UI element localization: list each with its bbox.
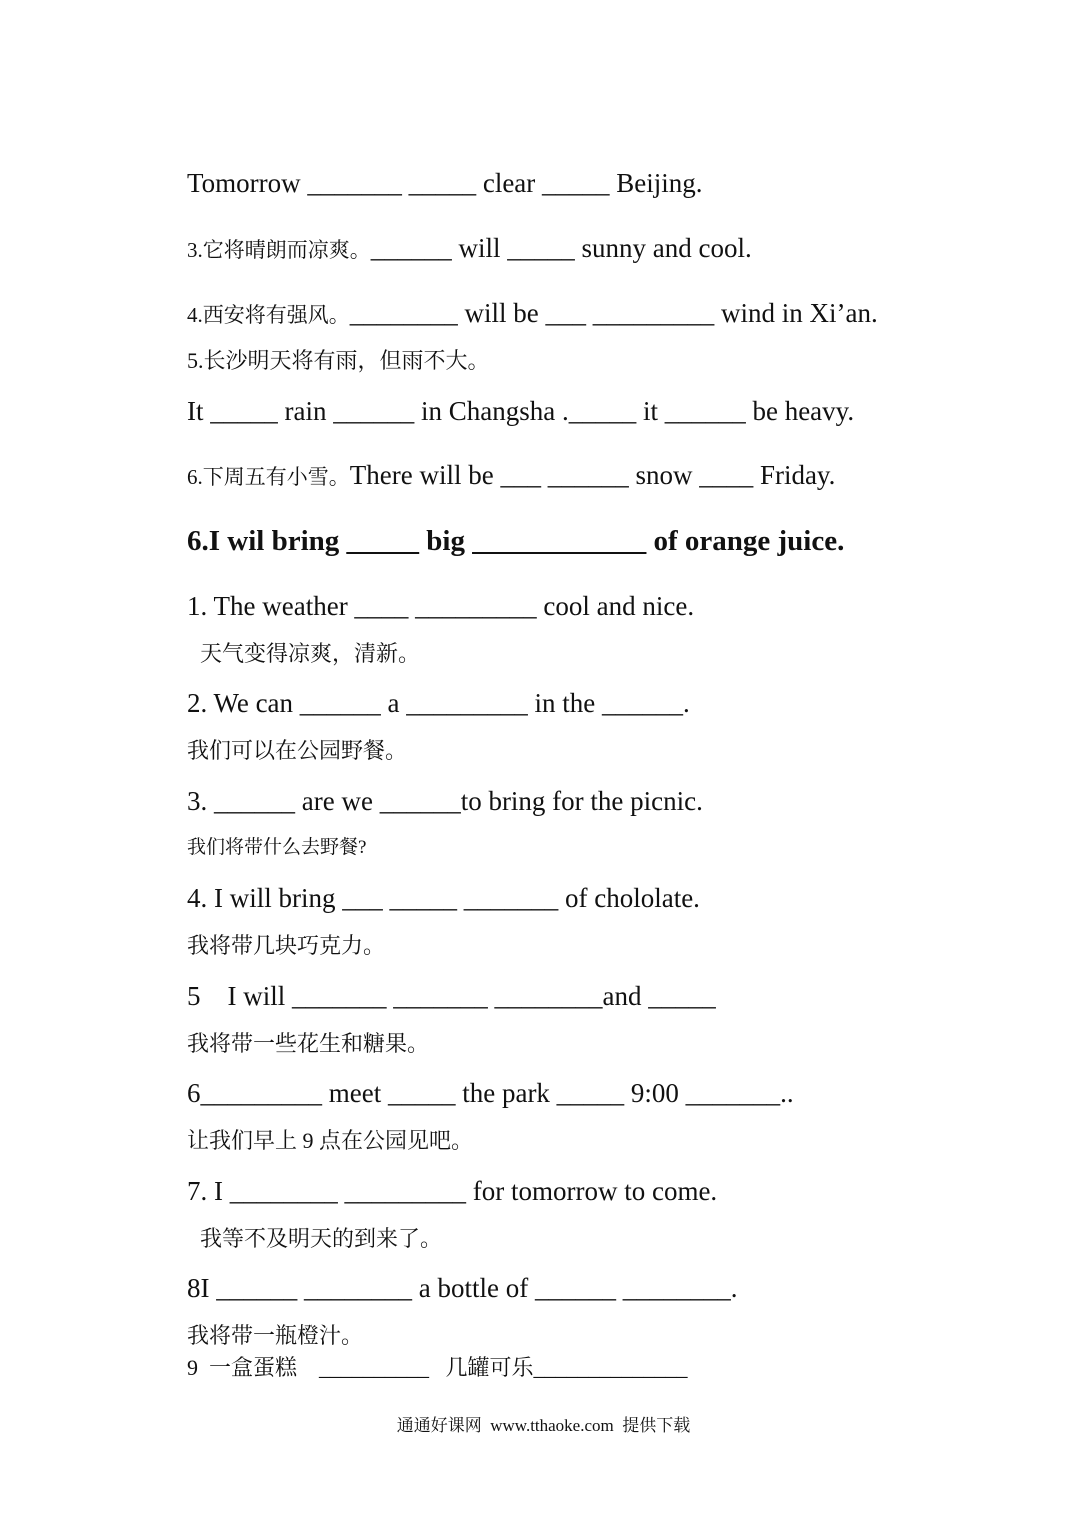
- exercise-2-blanks: 2. We can ______ a _________ in the ______.: [187, 688, 690, 718]
- exercise-5-translation: 我将带一些花生和糖果。: [187, 1031, 430, 1056]
- exercise-6-translation: 让我们早上 9 点在公园见吧。: [187, 1128, 474, 1153]
- exercise-3-translation: 我们将带什么去野餐?: [187, 837, 367, 858]
- exercise-7-translation: 我等不及明天的到来了。: [200, 1226, 443, 1251]
- exercise-4-translation: 我将带几块巧克力。: [187, 933, 386, 958]
- question-6-prompt: 6.下周五有小雪。: [187, 465, 350, 489]
- exercise-2-translation: 我们可以在公园野餐。: [187, 738, 408, 763]
- exercise-1-blanks: 1. The weather ____ _________ cool and nice.: [187, 591, 695, 621]
- question-4: [187, 300, 878, 327]
- exercise-8-blanks: 8I ______ ________ a bottle of ______ ________.: [187, 1273, 738, 1303]
- exercise-3-blanks: 3. ______ are we ______to bring for the picnic.: [187, 786, 703, 816]
- page-footer: 通通好课网 www.tthaoke.com 提供下载: [396, 1416, 691, 1435]
- question-6: [187, 462, 835, 489]
- sentence-line: Tomorrow _______ _____ clear _____ Beijing.: [187, 168, 703, 198]
- section-heading: 6.I wil bring _____ big ____________ of orange juice.: [187, 525, 845, 557]
- exercise-8-translation: 我将带一瓶橙汁。: [187, 1323, 364, 1348]
- exercise-6-blanks: 6_________ meet _____ the park _____ 9:00 _______..: [187, 1078, 794, 1108]
- question-4-blanks: ________ will be ___ _________ wind in Xi’an.: [349, 298, 878, 328]
- question-5-blanks: It _____ rain ______ in Changsha ._____ it ______ be heavy.: [187, 396, 855, 426]
- question-4-prompt: 4.西安将有强风。: [187, 303, 350, 327]
- exercise-4-blanks: 4. I will bring ___ _____ _______ of chololate.: [187, 883, 700, 913]
- question-3: [187, 235, 752, 262]
- exercise-7-blanks: 7. I ________ _________ for tomorrow to come.: [187, 1176, 718, 1206]
- exercise-1-translation: 天气变得凉爽，清新。: [200, 641, 421, 666]
- exercise-9: 9 一盒蛋糕 __________ 几罐可乐______________: [187, 1355, 688, 1380]
- question-5-prompt: 5.长沙明天将有雨，但雨不大。: [187, 348, 490, 373]
- question-6-blanks: There will be ___ ______ snow ____ Friday.: [349, 460, 836, 490]
- question-3-prompt: 3.它将晴朗而凉爽。: [187, 238, 371, 262]
- question-3-blanks: ______ will _____ sunny and cool.: [370, 233, 752, 263]
- exercise-5-blanks: 5 I will _______ _______ ________and _____: [187, 981, 716, 1011]
